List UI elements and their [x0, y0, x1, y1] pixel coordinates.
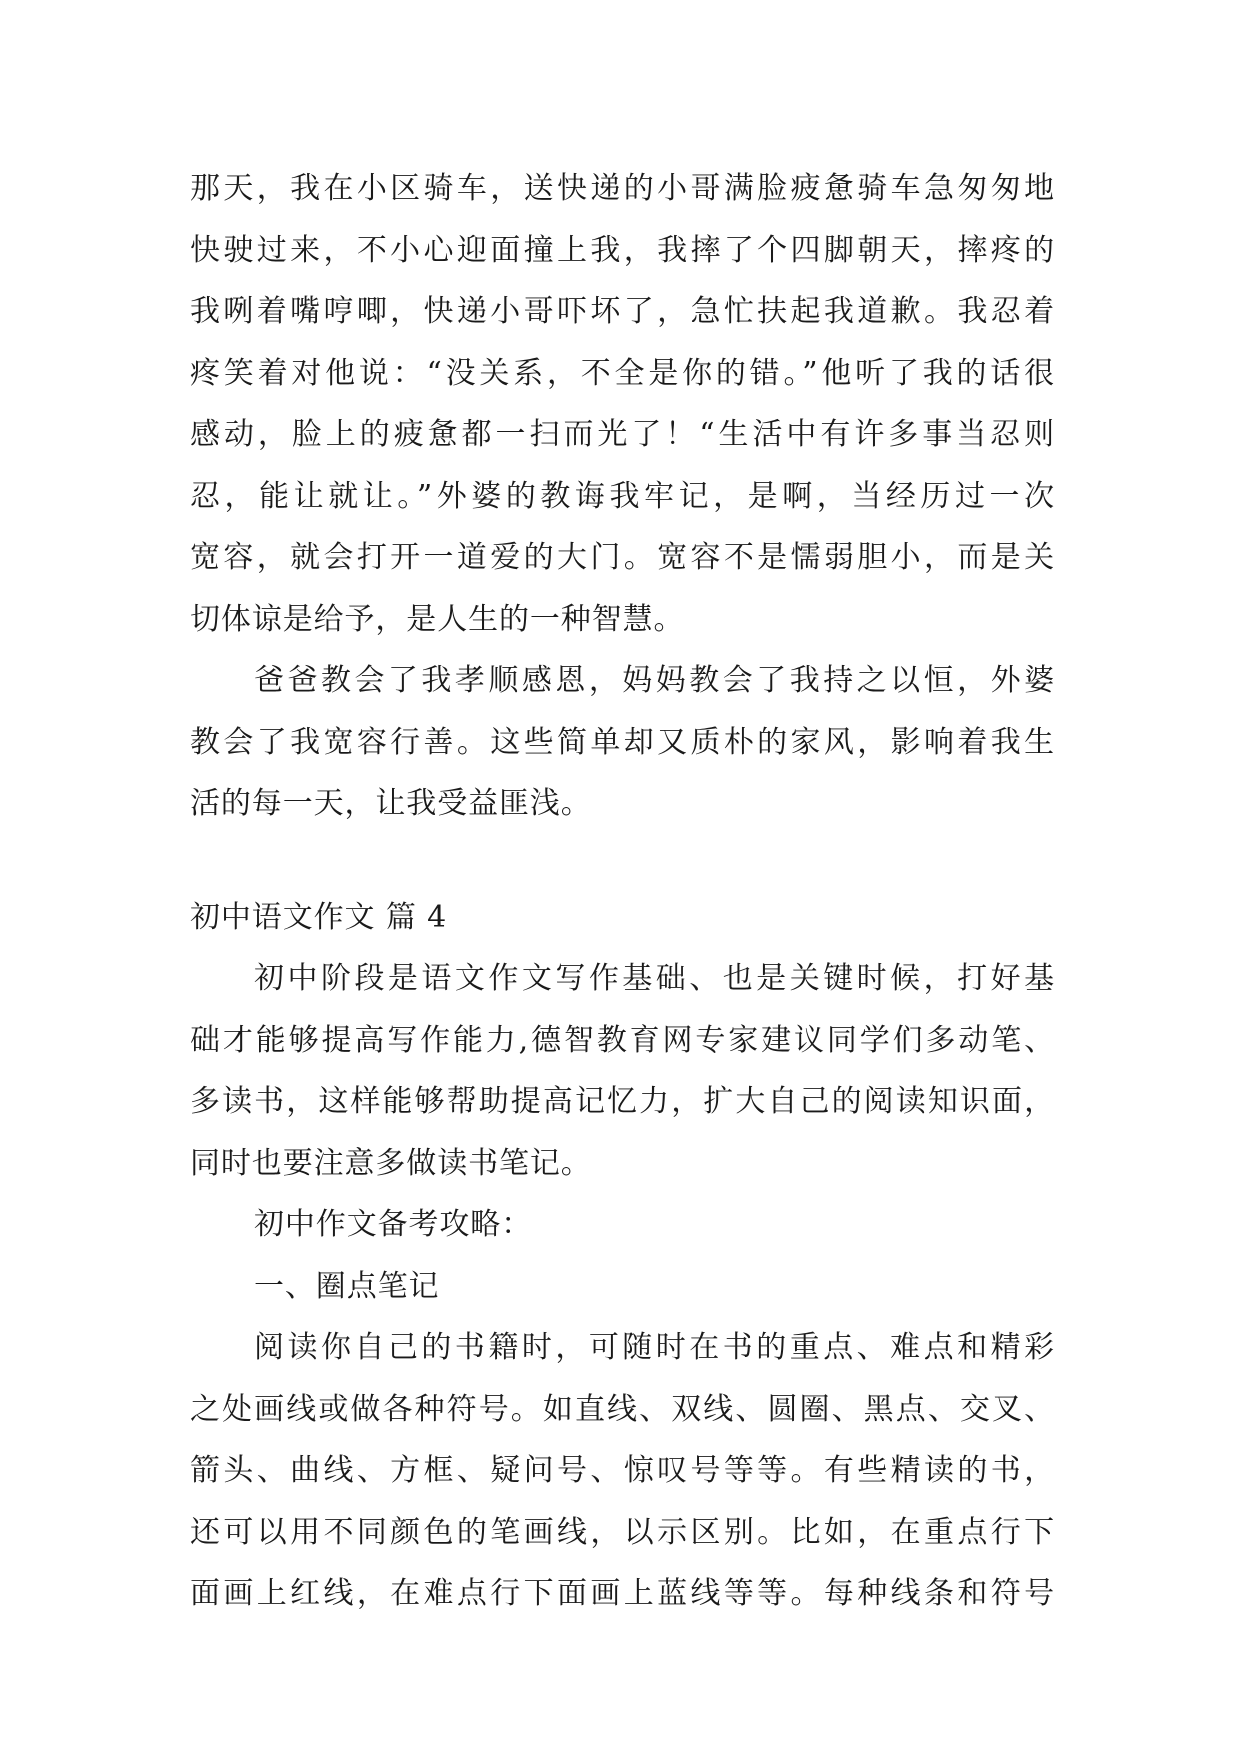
text-line: 面画上红线，在难点行下面画上蓝线等等。每种线条和符号 — [190, 1576, 1055, 1611]
paragraph-annotation-notes — [190, 1317, 1055, 1625]
text-line: 础才能够提高写作能力,德智教育网专家建议同学们多动笔、 — [190, 1022, 1055, 1058]
text-line: 箭头、曲线、方框、疑问号、惊叹号等等。有些精读的书， — [190, 1453, 1055, 1488]
text-line: 切体谅是给予，是人生的一种智慧。 — [190, 601, 685, 637]
text-line: 阅读你自己的书籍时，可随时在书的重点、难点和精彩 — [254, 1330, 1055, 1365]
paragraph-yielding-story — [190, 158, 1055, 650]
paragraph-intro — [190, 948, 1055, 1194]
paragraph-family-lessons — [190, 650, 1055, 835]
section-heading: 初中语文作文 篇 4 — [190, 899, 448, 935]
section-gap — [190, 835, 1055, 887]
text-line: 那天，我在小区骑车，送快递的小哥满脸疲惫骑车急匆匆地 — [190, 171, 1055, 206]
text-line: 我咧着嘴哼唧，快递小哥吓坏了，急忙扶起我道歉。我忍着 — [190, 294, 1055, 329]
text-line: 教会了我宽容行善。这些简单却又质朴的家风，影响着我生 — [190, 724, 1055, 760]
text-line: 忍，能让就让。”外婆的教诲我牢记，是啊，当经历过一次 — [190, 478, 1055, 514]
text-line: 同时也要注意多做读书笔记。 — [190, 1145, 592, 1181]
strategy-title: 初中作文备考攻略： — [254, 1207, 533, 1242]
text-line: 活的每一天，让我受益匪浅。 — [190, 786, 592, 821]
text-line: 初中阶段是语文作文写作基础、也是关键时候，打好基 — [254, 961, 1055, 996]
text-line: 多读书，这样能够帮助提高记忆力，扩大自己的阅读知识面， — [190, 1084, 1055, 1119]
point-title: 一、圈点笔记 — [254, 1268, 440, 1304]
text-line: 疼笑着对他说：“没关系，不全是你的错。”他听了我的话很 — [190, 355, 1055, 391]
text-line: 快驶过来，不小心迎面撞上我，我摔了个四脚朝天，摔疼的 — [190, 232, 1055, 268]
document-page — [190, 158, 1055, 1625]
text-line: 宽容，就会打开一道爱的大门。宽容不是懦弱胆小，而是关 — [190, 540, 1055, 575]
text-line: 爸爸教会了我孝顺感恩，妈妈教会了我持之以恒，外婆 — [254, 663, 1055, 698]
text-line: 还可以用不同颜色的笔画线，以示区别。比如，在重点行下 — [190, 1514, 1055, 1550]
text-line: 之处画线或做各种符号。如直线、双线、圆圈、黑点、交叉、 — [190, 1391, 1055, 1427]
text-line: 感动，脸上的疲惫都一扫而光了！“生活中有许多事当忍则 — [190, 417, 1055, 452]
